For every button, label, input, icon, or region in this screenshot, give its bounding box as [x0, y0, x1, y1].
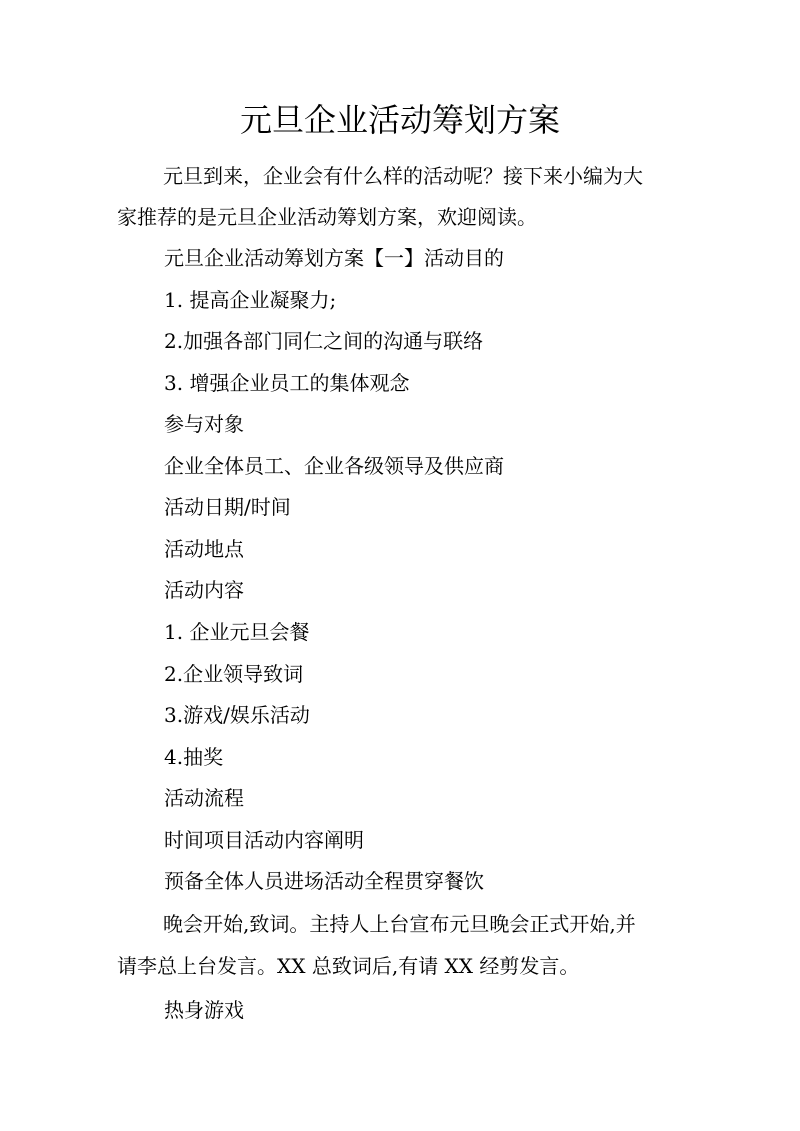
- section-heading-title: 元旦企业活动筹划方案【一】: [164, 246, 424, 270]
- body-line: 预备全体人员进场活动全程贯穿餐饮: [164, 869, 484, 893]
- intro-line-2: 家推荐的是元旦企业活动筹划方案，欢迎阅读。: [117, 205, 537, 229]
- body-line: 1. 企业元旦会餐: [164, 620, 310, 644]
- body-line: 参与对象: [164, 412, 244, 436]
- body-line: 活动地点: [164, 537, 244, 561]
- body-line: 4.抽奖: [164, 745, 224, 769]
- section-heading-subtitle: 活动目的: [424, 246, 504, 270]
- body-line: 时间项目活动内容阐明: [164, 828, 364, 852]
- intro-line-1: [117, 156, 697, 197]
- section-heading: [164, 238, 504, 279]
- body-line: 活动流程: [164, 786, 244, 810]
- body-line-last: 热身游戏: [164, 998, 244, 1022]
- evening-line-2: 请李总上台发言。XX 总致词后,有请 XX 经剪发言。: [117, 954, 580, 978]
- intro-line-1-text: 元旦到来，企业会有什么样的活动呢？接下来小编为大: [163, 164, 643, 188]
- evening-line-1-text: 晚会开始,致词。主持人上台宣布元旦晚会正式开始,并: [163, 912, 636, 936]
- body-line: 2.企业领导致词: [164, 662, 304, 686]
- evening-line-1: [117, 904, 697, 945]
- document-title: 元旦企业活动筹划方案: [239, 101, 560, 139]
- body-line: 企业全体员工、企业各级领导及供应商: [164, 454, 504, 478]
- body-line: 2.加强各部门同仁之间的沟通与联络: [164, 329, 484, 353]
- body-line: 3.游戏/娱乐活动: [164, 703, 310, 727]
- body-line: 1. 提高企业凝聚力;: [164, 288, 337, 312]
- body-line: 活动日期/时间: [164, 495, 291, 519]
- body-line: 3. 增强企业员工的集体观念: [164, 371, 410, 395]
- body-line: 活动内容: [164, 578, 244, 602]
